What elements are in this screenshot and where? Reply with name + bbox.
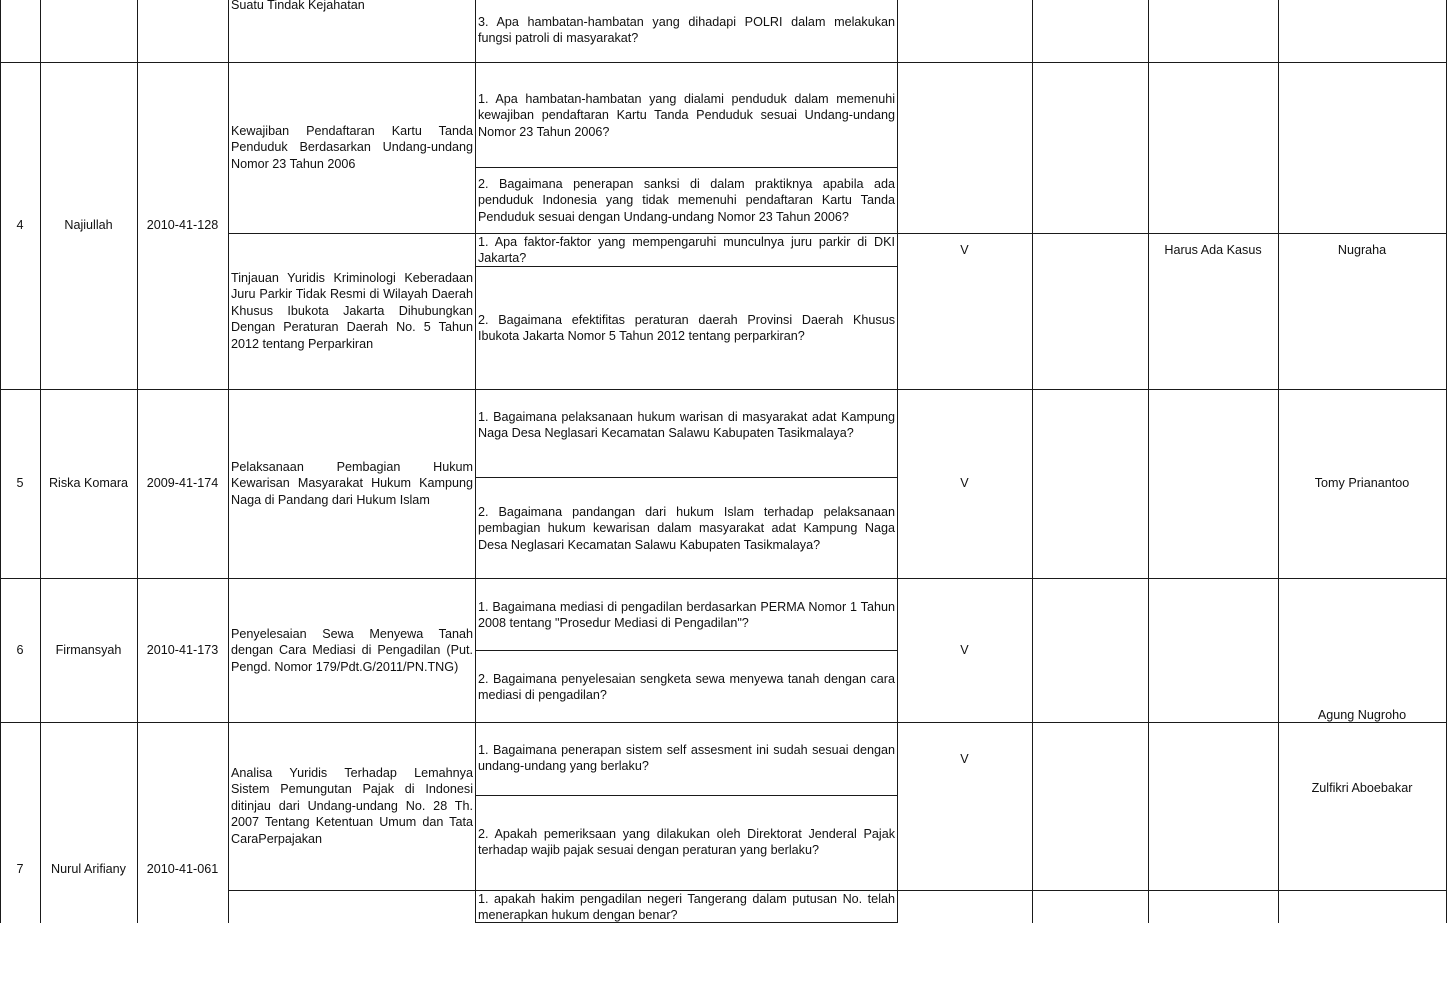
research-question: 1. Bagaimana mediasi di pengadilan berdasarkan PERMA Nomor 1 Tahun 2008 tentang "Prosedur Mediasi di Pengadilan"? xyxy=(478,600,895,631)
supervisor-name: Zulfikri Aboebakar xyxy=(1311,781,1413,795)
supervisor-name: Agung Nugroho xyxy=(1317,708,1407,722)
grid-line xyxy=(1148,0,1149,923)
grid-line xyxy=(897,0,898,923)
supervisor-name: Tomy Prianantoo xyxy=(1314,476,1410,490)
research-question: 1. Apa hambatan-hambatan yang dialami penduduk dalam memenuhi kewajiban pendaftaran Kartu Tanda Penduduk sesuai Undang-undang Nomor 23 Tahun 2006? xyxy=(478,92,895,139)
student-name: Firmansyah xyxy=(55,643,122,657)
research-title: Tinjauan Yuridis Kriminologi Keberadaan Juru Parkir Tidak Resmi di Wilayah Daerah Khusus Ibukota Jakarta Dihubungkan Dengan Peraturan Daerah No. 5 Tahun 2012 tentang Perparkiran xyxy=(231,271,473,351)
research-question: 2. Apakah pemeriksaan yang dilakukan oleh Direktorat Jenderal Pajak terhadap wajib pajak sesuai dengan peraturan yang berlaku? xyxy=(478,827,895,858)
remark: Harus Ada Kasus xyxy=(1164,243,1262,257)
research-title: Penyelesaian Sewa Menyewa Tanah dengan Cara Mediasi di Pengadilan (Put. Pengd. Nomor 179/Pdt.G/2011/PN.TNG) xyxy=(231,627,473,674)
student-id: 2010-41-061 xyxy=(146,862,219,876)
row-border xyxy=(0,389,1447,390)
research-question: 2. Bagaimana penyelesaian sengketa sewa menyewa tanah dengan cara mediasi di pengadilan? xyxy=(478,672,895,703)
row-border xyxy=(0,578,1447,579)
student-id: 2010-41-173 xyxy=(146,643,219,657)
row-number: 6 xyxy=(16,643,24,657)
row-border xyxy=(0,62,1447,63)
approval-mark: V xyxy=(960,476,969,490)
approval-mark: V xyxy=(960,643,969,657)
research-title: Suatu Tindak Kejahatan xyxy=(231,0,365,12)
grid-line xyxy=(1446,0,1447,923)
question-border xyxy=(475,167,898,168)
grid-line xyxy=(228,0,229,923)
research-title: Pelaksanaan Pembagian Hukum Kewarisan Masyarakat Hukum Kampung Naga di Pandang dari Hukum Islam xyxy=(231,460,473,507)
research-question: 3. Apa hambatan-hambatan yang dihadapi POLRI dalam melakukan fungsi patroli di masyarakat? xyxy=(478,15,895,46)
research-question: 1. Bagaimana pelaksanaan hukum warisan di masyarakat adat Kampung Naga Desa Neglasari Kecamatan Salawu Kabupaten Tasikmalaya? xyxy=(478,410,895,441)
research-question: 2. Bagaimana efektifitas peraturan daerah Provinsi Daerah Khusus Ibukota Jakarta Nomor 5 Tahun 2012 tentang perparkiran? xyxy=(478,313,895,344)
research-question: 1. Bagaimana penerapan sistem self assesment ini sudah sesuai dengan undang-undang yang berlaku? xyxy=(478,743,895,774)
question-border xyxy=(475,477,898,478)
approval-mark: V xyxy=(960,243,969,257)
student-id: 2009-41-174 xyxy=(146,476,219,490)
question-border xyxy=(475,795,898,796)
row-number: 7 xyxy=(16,862,24,876)
row-number: 4 xyxy=(16,218,24,232)
research-question: 1. apakah hakim pengadilan negeri Tangerang dalam putusan No. telah menerapkan hukum dengan benar? xyxy=(478,892,895,923)
research-title: Kewajiban Pendaftaran Kartu Tanda Penduduk Berdasarkan Undang-undang Nomor 23 Tahun 2006 xyxy=(231,124,473,171)
grid-line xyxy=(137,0,138,923)
supervisor-name: Nugraha xyxy=(1337,243,1387,257)
research-question: 2. Bagaimana penerapan sanksi di dalam praktiknya apabila ada penduduk Indonesia yang tidak memenuhi pendaftaran Kartu Tanda Penduduk sesuai dengan Undang-undang Nomor 23 Tahun 2006? xyxy=(478,177,895,224)
student-id: 2010-41-128 xyxy=(146,218,219,232)
student-name: Najiullah xyxy=(64,218,113,232)
approval-mark: V xyxy=(960,752,969,766)
grid-line xyxy=(475,0,476,923)
research-question: 2. Bagaimana pandangan dari hukum Islam terhadap pelaksanaan pembagian hukum kewarisan dalam masyarakat adat Kampung Naga Desa Neglasari Kecamatan Salawu Kabupaten Tasikmalaya? xyxy=(478,505,895,552)
student-name: Riska Komara xyxy=(48,476,129,490)
question-border xyxy=(475,650,898,651)
row-number: 5 xyxy=(16,476,24,490)
row-border xyxy=(0,722,1447,723)
research-question: 1. Apa faktor-faktor yang mempengaruhi munculnya juru parkir di DKI Jakarta? xyxy=(478,235,895,266)
grid-line xyxy=(40,0,41,923)
grid-line xyxy=(1032,0,1033,923)
grid-line xyxy=(0,0,1,923)
student-name: Nurul Arifiany xyxy=(51,862,126,876)
research-title: Analisa Yuridis Terhadap Lemahnya Sistem Pemungutan Pajak di Indonesi ditinjau dari Undang-undang No. 28 Th. 2007 Tentang Ketentuan Umum dan Tata CaraPerpajakan xyxy=(231,766,473,846)
